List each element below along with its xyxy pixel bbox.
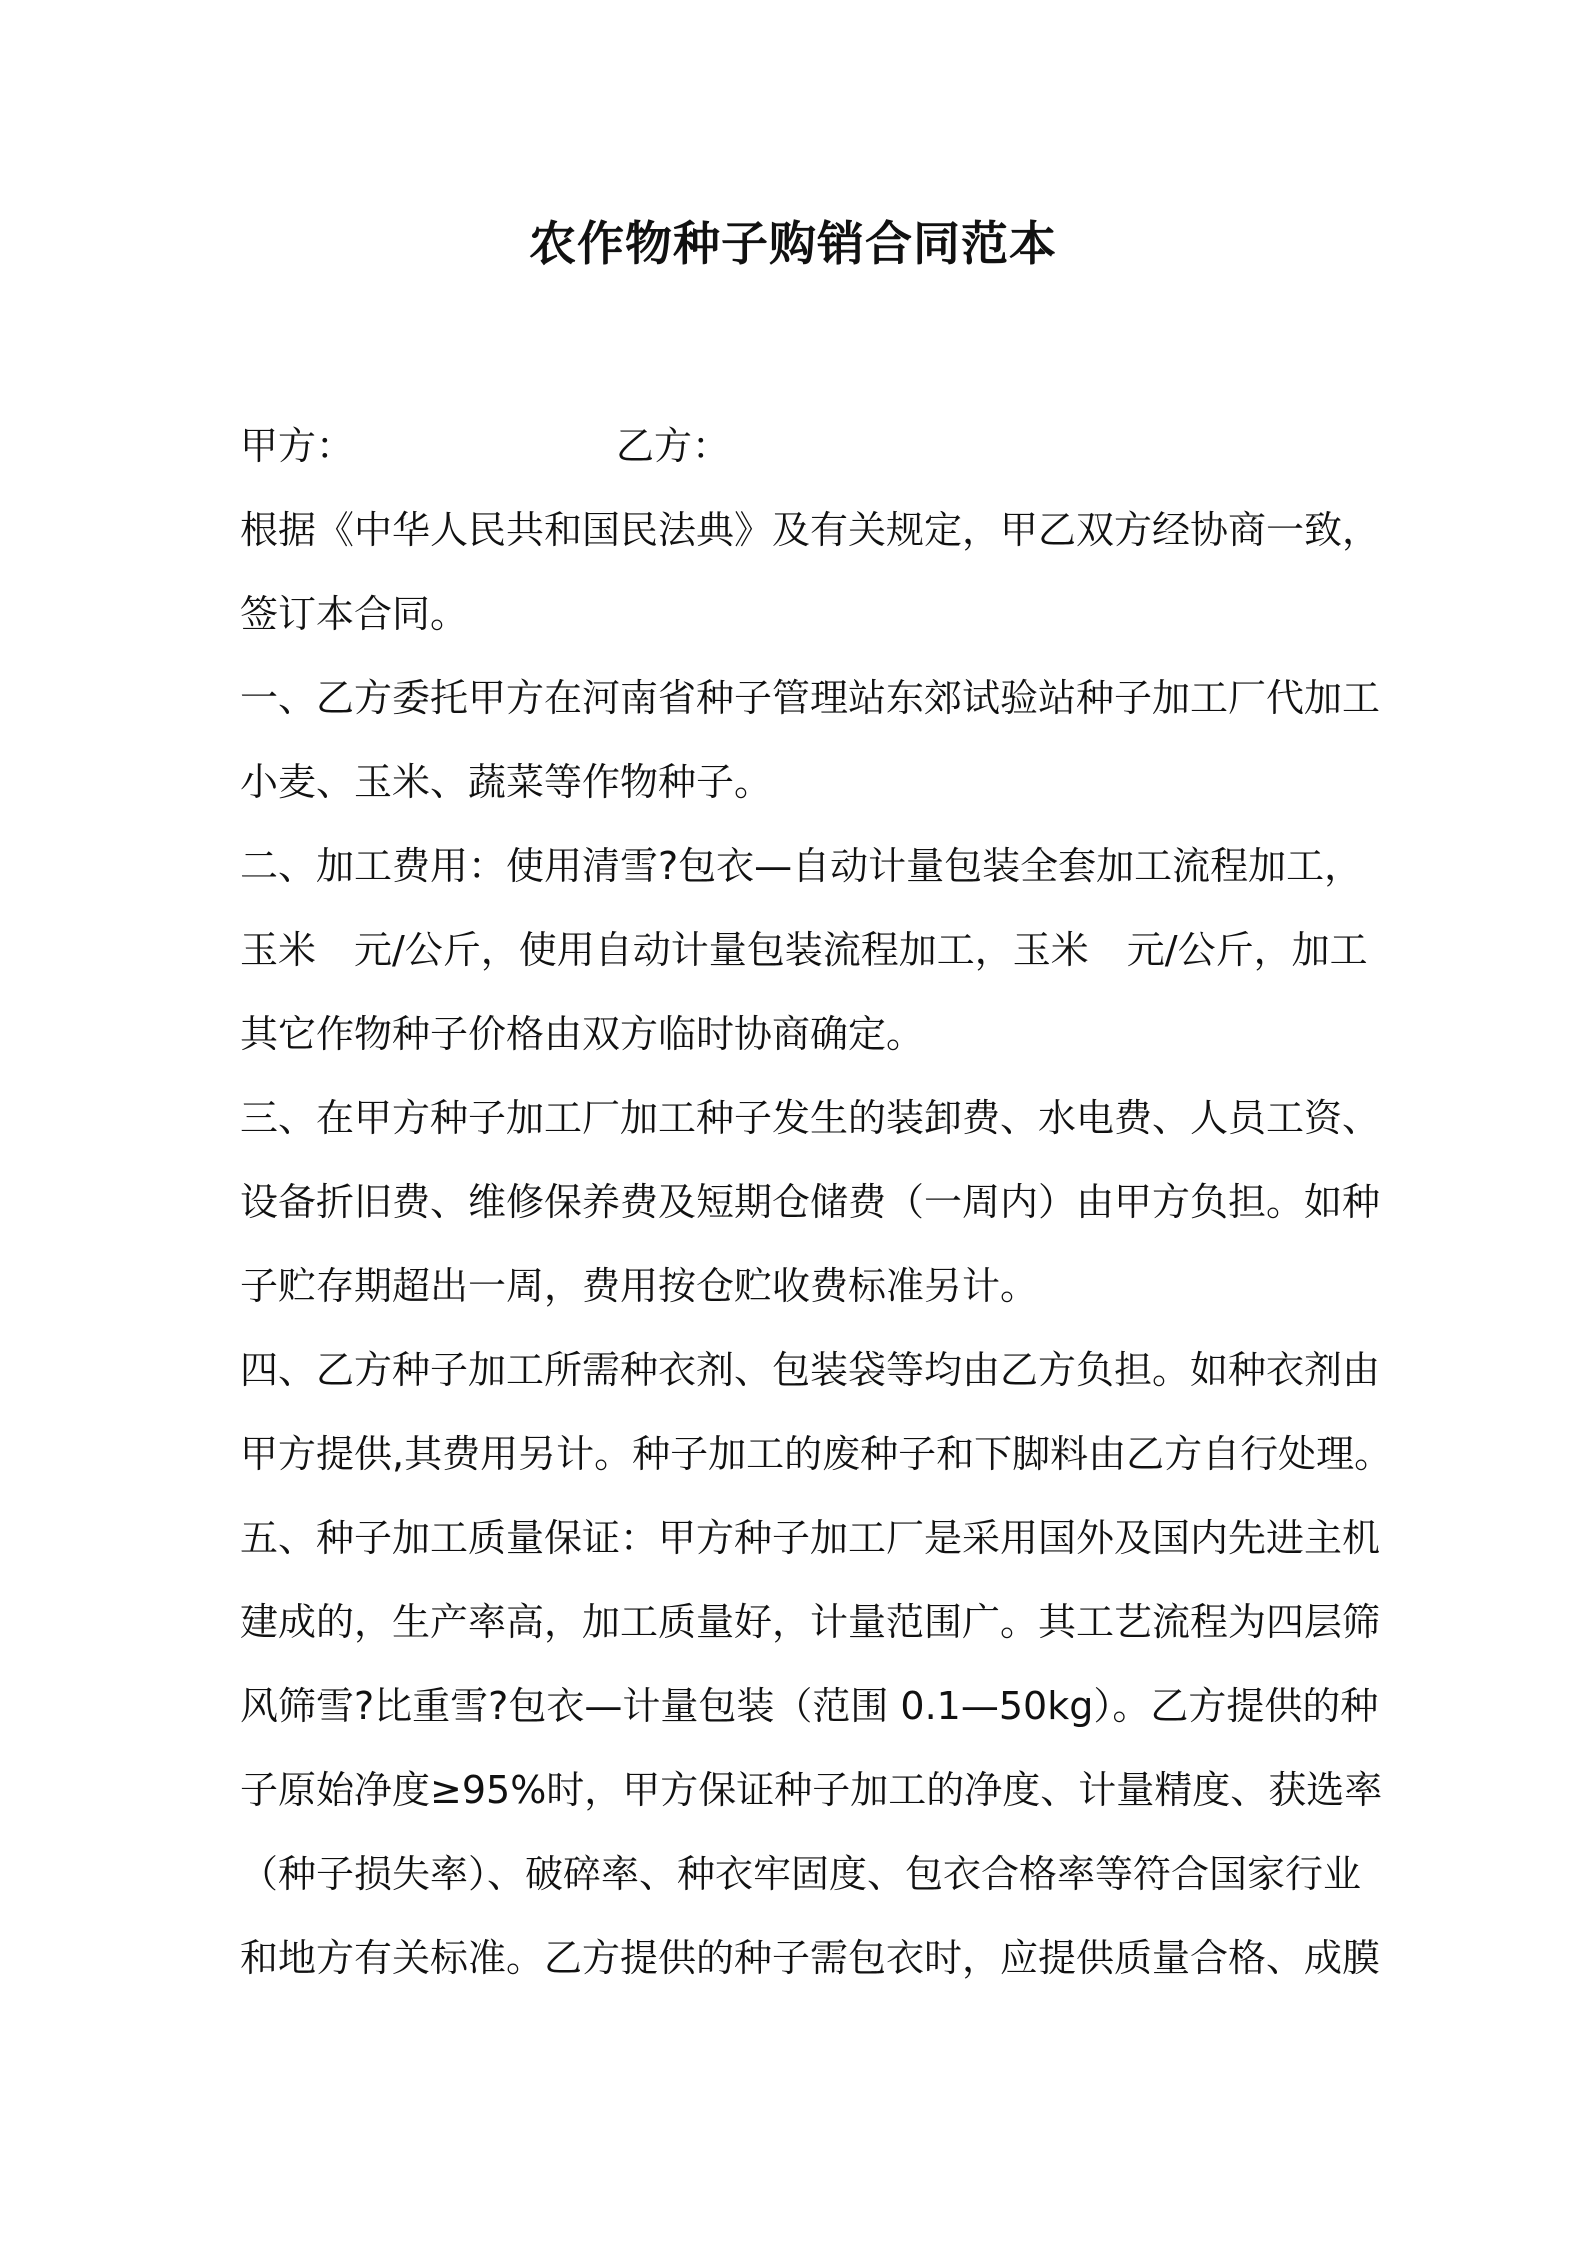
- body-line: 设备折旧费、维修保养费及短期仓储费（一周内）由甲方负担。如种: [240, 1180, 1381, 1224]
- body-line: 风筛雪?比重雪?包衣—计量包装（范围 0.1—50kg）。乙方提供的种: [240, 1684, 1379, 1728]
- body-line: 签订本合同。: [240, 592, 469, 636]
- body-line: 和地方有关标准。乙方提供的种子需包衣时，应提供质量合格、成膜: [240, 1936, 1381, 1980]
- document-title: 农作物种子购销合同范本: [529, 217, 1057, 272]
- body-line: 二、加工费用：使用清雪?包衣—自动计量包装全套加工流程加工，: [240, 844, 1363, 888]
- party-b-label: 乙方：: [616, 424, 731, 468]
- body-line: 一、乙方委托甲方在河南省种子管理站东郊试验站种子加工厂代加工: [240, 676, 1381, 720]
- parties-line: [240, 404, 1352, 488]
- body-line: 甲方提供,其费用另计。种子加工的废种子和下脚料由乙方自行处理。: [240, 1432, 1393, 1476]
- body-line: 四、乙方种子加工所需种衣剂、包装袋等均由乙方负担。如种衣剂由: [240, 1348, 1381, 1392]
- body-line: 三、在甲方种子加工厂加工种子发生的装卸费、水电费、人员工资、: [240, 1096, 1381, 1140]
- body-line: 小麦、玉米、蔬菜等作物种子。: [240, 760, 773, 804]
- body-line: 玉米 元/公斤，使用自动计量包装流程加工，玉米 元/公斤，加工: [240, 928, 1368, 972]
- body-line: 根据《中华人民共和国民法典》及有关规定，甲乙双方经协商一致，: [240, 508, 1381, 552]
- body-line: 其它作物种子价格由双方临时协商确定。: [240, 1012, 925, 1056]
- body-line: 子贮存期超出一周，费用按仓贮收费标准另计。: [240, 1264, 1039, 1308]
- party-a-label: 甲方：: [240, 424, 355, 468]
- body-line: （种子损失率）、破碎率、种衣牢固度、包衣合格率等符合国家行业: [240, 1852, 1362, 1896]
- body-line: 五、种子加工质量保证：甲方种子加工厂是采用国外及国内先进主机: [240, 1516, 1381, 1560]
- body-line: 子原始净度≥95%时，甲方保证种子加工的净度、计量精度、获选率: [240, 1768, 1383, 1812]
- body-line: 建成的，生产率高，加工质量好，计量范围广。其工艺流程为四层筛: [240, 1600, 1381, 1644]
- document-body: [240, 404, 1393, 2000]
